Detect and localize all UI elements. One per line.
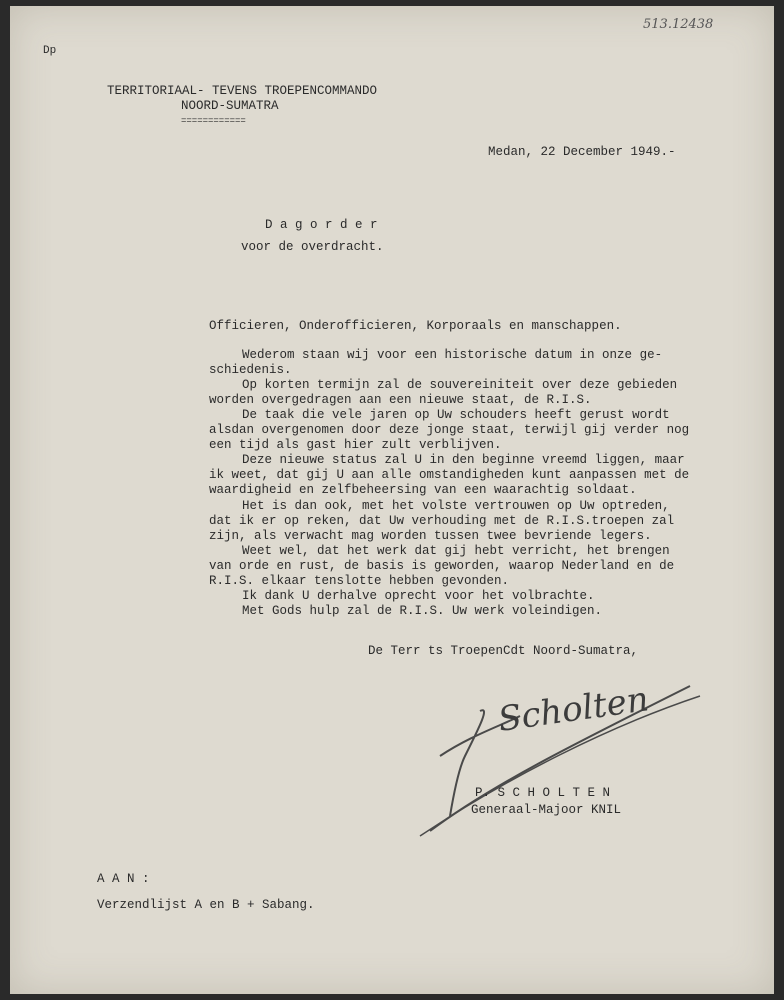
body-line: waardigheid en zelfbeheersing van een waarachtig soldaat. xyxy=(209,483,637,497)
body-line: Deze nieuwe status zal U in den beginne vreemd liggen, maar xyxy=(242,453,685,467)
date-line: Medan, 22 December 1949.- xyxy=(488,145,676,159)
corner-mark: Dp xyxy=(43,45,57,57)
body-line: Met Gods hulp zal de R.I.S. Uw werk voleindigen. xyxy=(242,604,603,618)
header-underline: ============ xyxy=(181,116,246,126)
body-line: Het is dan ook, met het volste vertrouwen op Uw optreden, xyxy=(242,499,670,513)
header-line1: TERRITORIAAL- TEVENS TROEPENCOMMANDO xyxy=(107,84,378,98)
signatory-name: P. S C H O L T E N xyxy=(475,786,611,800)
archive-number: 513.12438 xyxy=(643,17,714,32)
header-line2: NOORD-SUMATRA xyxy=(181,99,279,113)
body-line: Wederom staan wij voor een historische datum in onze ge- xyxy=(242,348,663,362)
recipients-label: A A N : xyxy=(97,872,150,886)
recipients-list: Verzendlijst A en B + Sabang. xyxy=(97,898,315,912)
body-line: worden overgedragen aan een nieuwe staat, de R.I.S. xyxy=(209,393,592,407)
body-line: Ik dank U derhalve oprecht voor het volbrachte. xyxy=(242,589,595,603)
subtitle: voor de overdracht. xyxy=(241,240,384,254)
signature xyxy=(410,666,710,846)
body-line: zijn, als verwacht mag worden tussen twee bevriende legers. xyxy=(209,529,652,543)
closing-line: De Terr ts TroepenCdt Noord-Sumatra, xyxy=(368,644,639,658)
body-line: dat ik er op reken, dat Uw verhouding met de R.I.S.troepen zal xyxy=(209,514,675,528)
signature-text: Scholten xyxy=(495,679,652,740)
body-line: ik weet, dat gij U aan alle omstandigheden kunt aanpassen met de xyxy=(209,468,690,482)
letter-page xyxy=(10,6,774,994)
salutation: Officieren, Onderofficieren, Korporaals en manschappen. xyxy=(209,319,622,333)
body-line: De taak die vele jaren op Uw schouders heeft gerust wordt xyxy=(242,408,670,422)
title: D a g o r d e r xyxy=(265,218,378,232)
body-line: R.I.S. elkaar tenslotte hebben gevonden. xyxy=(209,574,510,588)
body-line: alsdan overgenomen door deze jonge staat, terwijl gij verder nog xyxy=(209,423,690,437)
signatory-rank: Generaal-Majoor KNIL xyxy=(471,803,622,817)
body-line: een tijd als gast hier zult verblijven. xyxy=(209,438,502,452)
body-line: schiedenis. xyxy=(209,363,292,377)
body-line: Weet wel, dat het werk dat gij hebt verricht, het brengen xyxy=(242,544,670,558)
body-line: van orde en rust, de basis is geworden, waarop Nederland en de xyxy=(209,559,675,573)
body-line: Op korten termijn zal de souvereiniteit over deze gebieden xyxy=(242,378,678,392)
